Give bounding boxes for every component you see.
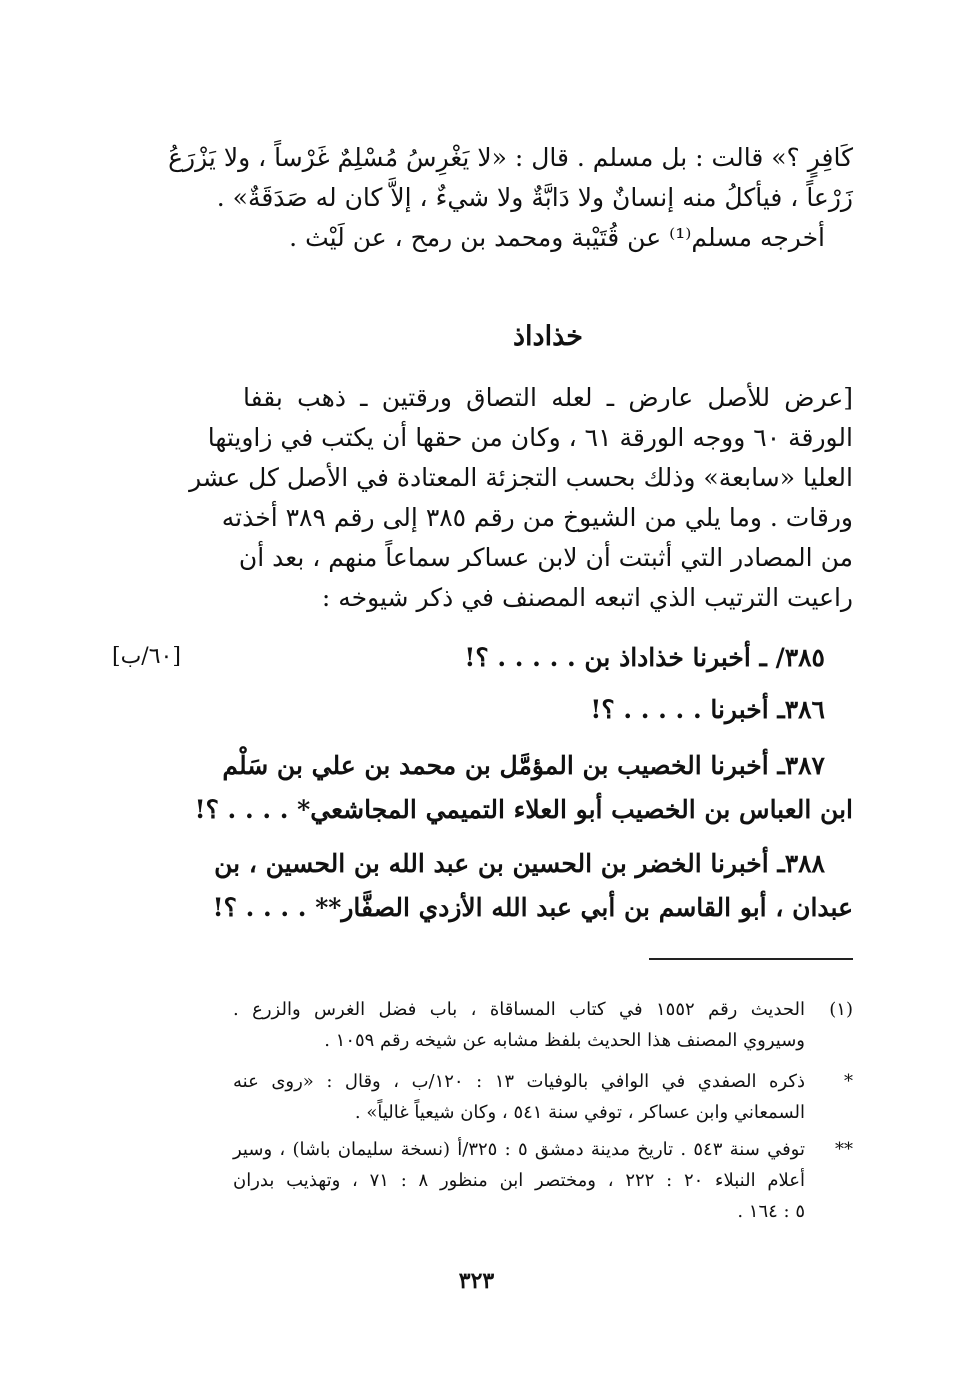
entry-385	[243, 636, 853, 680]
footnote-1	[233, 994, 853, 1056]
entry-line: ٣٨٨ـ أخبرنا الخضر بن الحسين بن عبد الله بن الحسين ، بن	[214, 849, 825, 878]
section-heading: خذاداذ	[513, 321, 583, 352]
text-line: راعيت الترتيب الذي اتبعه المصنف في ذكر شيوخه :	[321, 583, 853, 612]
margin-folio-reference: [٦٠/ب]	[112, 644, 181, 669]
text-line: [عرض للأصل عارض ـ لعله التصاق ورقتين ـ ذهب بقفا	[243, 383, 853, 412]
footnote-marker: (١)	[829, 999, 853, 1020]
entry-line: عبدان ، أبو القاسم بن أبي عبد الله الأزدي الصفَّار** . . . . ؟!	[212, 893, 853, 922]
footnote-body	[233, 994, 805, 1056]
footnote-line: السمعاني وابن عساكر ، توفي سنة ٥٤١ ، وكان شيعياً غالياً» .	[354, 1102, 805, 1123]
entry-387	[194, 744, 853, 832]
footnote-body	[233, 1066, 805, 1128]
text-line: ورقات . وما يلي من الشيوخ من رقم ٣٨٥ إلى رقم ٣٨٩ أخذته	[221, 503, 853, 532]
entry-line: ابن العباس بن الخصيب أبو العلاء التميمي المجاشعي* . . . . ؟!	[194, 795, 853, 824]
text-line: من المصادر التي أثبتت أن لابن عساكر سماعاً منهم ، بعد أن	[238, 543, 853, 572]
footnote-line: أعلام النبلاء ٢٠ : ٢٢٢ ، ومختصر ابن منظور ٨ : ٧١ ، وتهذيب بدران	[233, 1170, 805, 1191]
entry-line: ٣٨٦ـ أخبرنا . . . . . ؟!	[590, 695, 825, 724]
intro-paragraph	[189, 378, 853, 618]
entry-386	[243, 688, 853, 732]
footnote-marker: **	[835, 1139, 853, 1160]
footnote-marker: *	[844, 1071, 853, 1092]
footnote-line: ٥ : ١٦٤ .	[737, 1201, 805, 1222]
top-paragraph	[168, 138, 853, 258]
text-line: أخرجه مسلم⁽¹⁾ عن قُتَيْبة ومحمد بن رمح ، عن لَيْث .	[289, 223, 825, 252]
text-line: الورقة ٦٠ ووجه الورقة ٦١ ، وكان من حقها أن يكتب في زاويتها	[207, 423, 853, 452]
footnote-line: ذكره الصفدي في الوافي بالوفيات ١٣ : ١٢٠/ب ، وقال : «روى عنه	[233, 1071, 805, 1092]
entry-line: ٣٨٥/ ـ أخبرنا خذاداذ بن . . . . . ؟!	[464, 643, 825, 672]
entry-388	[212, 842, 853, 930]
footnote-body	[233, 1134, 805, 1227]
footnote-separator	[649, 958, 853, 960]
entry-line: ٣٨٧ـ أخبرنا الخصيب بن المؤمَّل بن محمد بن علي بن سَلْم	[222, 751, 825, 780]
footnote-3	[233, 1134, 853, 1227]
text-line: كَافِرٍ ؟» قالت : بل مسلم . قال : «لا يَغْرِسُ مُسْلِمٌ غَرْساً ، ولا يَزْرَعُ	[168, 143, 853, 172]
footnote-line: الحديث رقم ١٥٥٢ في كتاب المساقاة ، باب فضل الغرس والزرع .	[233, 999, 805, 1020]
footnote-line: وسيروي المصنف هذا الحديث بلفظ مشابه عن شيخه رقم ١٠٥٩ .	[324, 1030, 805, 1051]
page-number: ٣٢٣	[458, 1268, 495, 1294]
text-line: زَرْعاً ، فيأكلُ منه إنسانٌ ولا دَابَّةٌ ولا شيءٌ ، إلاَّ كان له صَدَقَةٌ» .	[216, 183, 853, 212]
footnote-line: توفي سنة ٥٤٣ . تاريخ مدينة دمشق ٥ : ٣٢٥/أ (نسخة سليمان باشا) ، وسير	[233, 1139, 805, 1160]
text-line: العليا «سابعة» وذلك بحسب التجزئة المعتادة في الأصل كل عشر	[189, 463, 853, 492]
footnote-2	[233, 1066, 853, 1128]
